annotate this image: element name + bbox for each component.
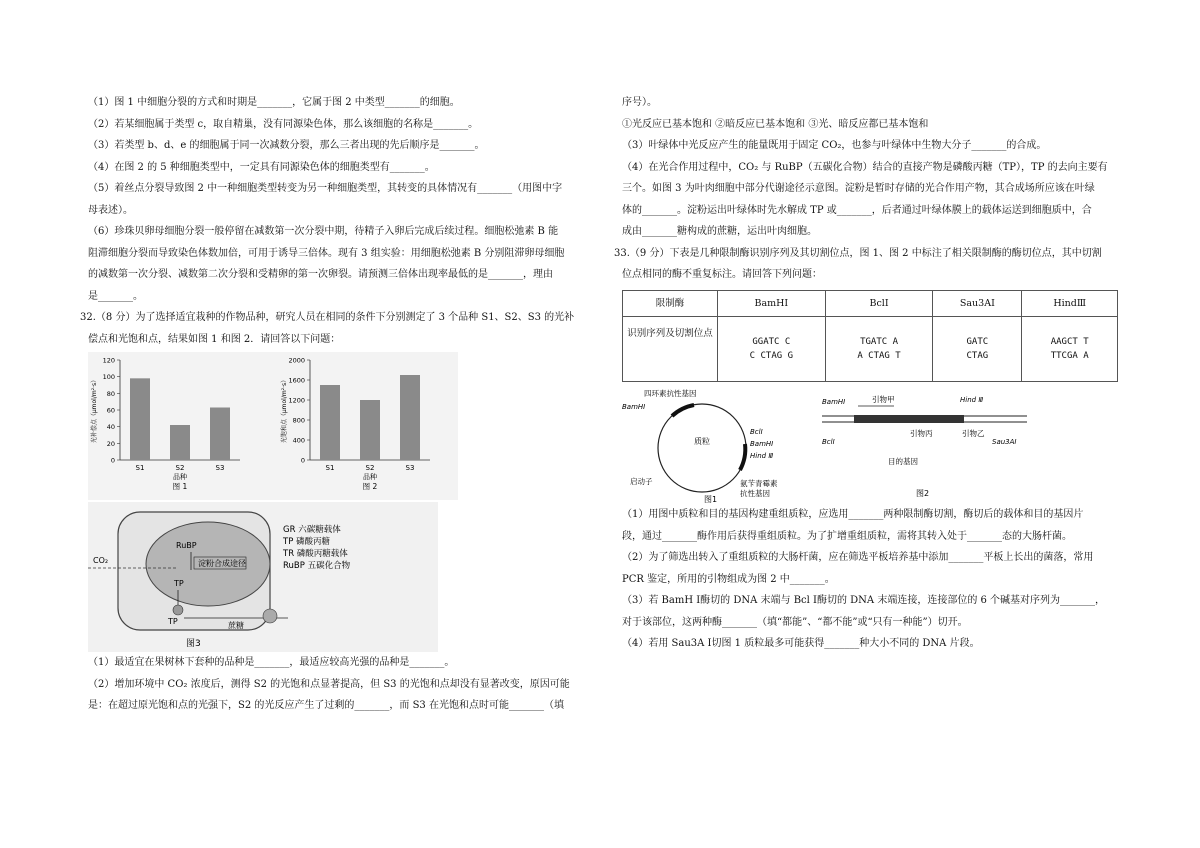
- bottom-sequence: A CTAG T: [857, 351, 901, 361]
- left-column: [80, 92, 588, 717]
- plasmid-label: 质粒: [694, 437, 710, 446]
- q31-4: （4）在图 2 的 5 种细胞类型中，一定具有同源染色体的细胞类型有_______。: [88, 161, 435, 173]
- y-axis-label: 光饱和点（μmol/m²·s）: [281, 376, 288, 444]
- q33-1a: （1）用图中质粒和目的基因构建重组质粒，应选用_______两种限制酶切割，酶切后的载体和目的基因片: [622, 509, 1084, 520]
- q31-6d: 是_______。: [88, 290, 143, 302]
- enzyme-name: Sau3AⅠ: [933, 290, 1022, 317]
- sequence-cell: [825, 317, 933, 382]
- q31-2: （2）若某细胞属于类型 c，取自精巢，没有同源染色体，那么该细胞的名称是_______。: [88, 118, 479, 130]
- promoter-label: 启动子: [630, 477, 653, 486]
- enzyme-table-row: [623, 317, 1118, 382]
- bar-charts: [88, 352, 588, 500]
- figure-3-caption: 图3: [186, 639, 201, 649]
- enzyme-name: HindⅢ: [1022, 290, 1118, 317]
- bar: [130, 378, 150, 460]
- enzyme-table: [622, 290, 1118, 383]
- y-tick-label: 2000: [288, 356, 305, 365]
- amp-label-1: 氨苄青霉素: [740, 479, 778, 488]
- legend-gr: GR 六碳糖载体: [283, 525, 341, 535]
- q32-options: ①光反应已基本饱和 ②暗反应已基本饱和 ③光、暗反应都已基本饱和: [622, 118, 929, 130]
- row-label: 识别序列及切割位点: [623, 317, 718, 382]
- amp-gene-arc: [740, 444, 745, 470]
- bottom-sequence: CTAG: [966, 351, 989, 361]
- bar: [360, 400, 380, 460]
- top-sequence: TGATC A: [860, 337, 898, 347]
- starch-label: 淀粉合成途径: [198, 559, 246, 568]
- q33-2a: （2）为了筛选出转入了重组质粒的大肠杆菌，应在筛选平板培养基中添加_______平板上长出的菌落，常用: [622, 552, 1094, 563]
- bamh-label-1: BamHⅠ: [622, 403, 646, 411]
- bar: [170, 425, 190, 460]
- sequence-cell: [718, 317, 826, 382]
- top-sequence: GGATC C: [752, 337, 791, 347]
- q31-6c: 的减数第一次分裂、减数第二次分裂和受精卵的第一次卵裂。请预测三倍体出现率最低的是_______，理由: [88, 269, 553, 280]
- q32-2c: 序号）。: [622, 97, 657, 108]
- gr-carrier: [263, 609, 277, 623]
- sequence-cell: [1022, 317, 1118, 382]
- primer-b-label: 引物乙: [962, 429, 985, 438]
- figures-1-2: [622, 386, 1122, 504]
- y-tick-label: 0: [300, 456, 305, 465]
- q31-6b: 阻滞细胞分裂而导致染色体数加倍，可用于诱导三倍体。现有 3 组实验：用细胞松弛素 B 分别阻滞卵母细胞: [88, 247, 565, 259]
- figures-1-2-svg: [622, 386, 1122, 504]
- x-axis-label: 品种: [363, 473, 377, 481]
- q31-6a: （6）珍珠贝卵母细胞分裂一般停留在减数第一次分裂中期，待精子入卵后完成后续过程。细胞松弛素 B 能: [88, 226, 559, 237]
- chart-caption: 图 2: [362, 482, 378, 491]
- q33-3b: 对于该部位，这两种酶_______（填“都能”、“都不能”或“只有一种能”）切开。: [622, 616, 968, 628]
- plasmid-caption: 图1: [704, 495, 718, 504]
- x-tick-label: S3: [405, 464, 415, 472]
- q33-4: （4）若用 Sau3A Ⅰ切图 1 质粒最多可能获得_______种大小不同的 DNA 片段。: [622, 638, 980, 649]
- q31-3: （3）若类型 b、d、e 的细胞属于同一次减数分裂，那么三者出现的先后顺序是_______。: [88, 140, 485, 151]
- y-tick-label: 80: [106, 389, 115, 398]
- enzyme-name: BclⅠ: [825, 290, 933, 317]
- y-tick-label: 20: [106, 439, 115, 448]
- target-gene-segment: [854, 415, 964, 423]
- bar-charts-svg: [88, 352, 458, 500]
- q32-a: 32.（8 分）为了选择适宜栽种的作物品种，研究人员在相同的条件下分别测定了 3 个品种 S1、S2、S3 的光补: [80, 312, 575, 323]
- x-axis-label: 品种: [173, 473, 187, 481]
- y-tick-label: 100: [102, 373, 115, 382]
- q33-2b: PCR 鉴定，所用的引物组成为图 2 中_______。: [622, 573, 835, 585]
- legend-tp: TP 磷酸丙糖: [283, 537, 331, 547]
- y-axis-label: 光补偿点（μmol/m²·s）: [91, 376, 98, 444]
- q32-1: （1）最适宜在果树林下套种的品种是_______，最适应较高光强的品种是_______。: [88, 657, 455, 668]
- bamh-label-2: BamHⅠ: [750, 440, 774, 448]
- bottom-sequence: TTCGA A: [1050, 351, 1089, 361]
- primer-a-label: 引物甲: [872, 395, 895, 404]
- q33-b: 位点相同的酶不重复标注。请回答下列问题：: [622, 269, 822, 280]
- target-gene-label: 目的基因: [888, 457, 918, 466]
- bar: [400, 375, 420, 460]
- y-tick-label: 60: [106, 406, 115, 415]
- q33-3a: （3）若 BamH Ⅰ酶切的 DNA 末端与 Bcl Ⅰ酶切的 DNA 末端连接，连接部位的 6 个碱基对序列为_______，: [622, 595, 1106, 606]
- q32-4d: 成由_______糖构成的蔗糖，运出叶肉细胞。: [622, 226, 817, 237]
- y-tick-label: 40: [106, 423, 115, 432]
- q32-4b: 三个。如图 3 为叶肉细胞中部分代谢途径示意图。淀粉是暂时存储的光合作用产物，其合成场所应该在叶绿: [622, 183, 1095, 194]
- tr-carrier: [173, 605, 183, 615]
- hind-label: Hind Ⅲ: [750, 452, 774, 460]
- tp-label-outer: TP: [168, 617, 178, 626]
- x-tick-label: S2: [175, 464, 185, 472]
- plasmid-circle: [658, 404, 746, 492]
- q32-2b: 是：在超过原光饱和点的光强下，S2 的光反应产生了过剩的_______，而 S3 在光饱和点时可能_______（填: [88, 700, 564, 711]
- q31-5a: （5）着丝点分裂导致图 2 中一种细胞类型转变为另一种细胞类型，其转变的具体情况有_______（用图中字: [88, 183, 563, 194]
- q32-2a: （2）增加环境中 CO₂ 浓度后，测得 S2 的光饱和点显著提高，但 S3 的光饱和点却没有显著改变，原因可能: [88, 678, 570, 690]
- gene-bcl-label: BclⅠ: [822, 438, 835, 446]
- sequence-cell: [933, 317, 1022, 382]
- right-column: [614, 92, 1122, 655]
- tet-label: 四环素抗性基因: [644, 389, 697, 398]
- legend-rubp: RuBP 五碳化合物: [283, 561, 351, 571]
- x-tick-label: S1: [135, 464, 145, 472]
- rubp-label: RuBP: [176, 541, 197, 550]
- q31-5b: 母表述）。: [88, 204, 133, 216]
- tet-gene-arc: [672, 405, 694, 416]
- primer-c-label: 引物丙: [910, 429, 933, 438]
- sucrose-label: 蔗糖: [228, 621, 244, 630]
- gene-bamh-label: BamHⅠ: [822, 398, 846, 406]
- header-label: 限制酶: [623, 290, 718, 317]
- enzyme-name: BamHⅠ: [718, 290, 826, 317]
- q32-4a: （4）在光合作用过程中，CO₂ 与 RuBP（五碳化合物）结合的直接产物是磷酸丙糖（TP），TP 的去向主要有: [622, 161, 1108, 173]
- gene-sau-label: Sau3AⅠ: [992, 438, 1017, 446]
- q32-3: （3）叶绿体中光反应产生的能量既用于固定 CO₂，也参与叶绿体中生物大分子_______的合成。: [622, 140, 1047, 151]
- y-tick-label: 1200: [288, 396, 305, 405]
- gene-hind-label: Hind Ⅲ: [960, 396, 984, 404]
- gene-caption: 图2: [916, 489, 930, 498]
- top-sequence: AAGCT T: [1050, 337, 1089, 347]
- y-tick-label: 0: [110, 456, 115, 465]
- y-tick-label: 800: [292, 416, 305, 425]
- bar: [210, 408, 230, 461]
- x-tick-label: S1: [325, 464, 335, 472]
- legend-tr: TR 磷酸丙糖载体: [283, 549, 348, 559]
- amp-label-2: 抗性基因: [740, 489, 770, 498]
- figure-3: [88, 502, 588, 652]
- q31-1: （1）图 1 中细胞分裂的方式和时期是_______，它属于图 2 中类型_______的细胞。: [88, 97, 460, 108]
- y-tick-label: 400: [292, 436, 305, 445]
- x-tick-label: S3: [215, 464, 225, 472]
- q32-b: 偿点和光饱和点，结果如图 1 和图 2．请回答以下问题：: [88, 333, 341, 345]
- q33-a: 33.（9 分）下表是几种限制酶识别序列及其切割位点，图 1、图 2 中标注了相关限制酶的酶切位点，其中切割: [614, 247, 1102, 259]
- y-tick-label: 120: [102, 356, 115, 365]
- tp-label-inner: TP: [174, 579, 184, 588]
- co2-label: CO₂: [93, 556, 109, 565]
- y-tick-label: 1600: [288, 376, 305, 385]
- figure-3-svg: [88, 502, 438, 652]
- chart-caption: 图 1: [172, 482, 188, 491]
- bcl-label: BclⅠ: [750, 428, 763, 436]
- q32-4c: 体的_______。淀粉运出叶绿体时先水解成 TP 或_______，后者通过叶绿体膜上的载体运送到细胞质中，合: [622, 204, 1092, 216]
- q33-1b: 段，通过_______酶作用后获得重组质粒。为了扩增重组质粒，需将其转入处于_______态的大肠杆菌。: [622, 530, 1072, 542]
- bar: [320, 385, 340, 460]
- top-sequence: GATC: [966, 337, 989, 347]
- bottom-sequence: C CTAG G: [749, 351, 794, 361]
- x-tick-label: S2: [365, 464, 375, 472]
- enzyme-table-header: [623, 290, 1118, 317]
